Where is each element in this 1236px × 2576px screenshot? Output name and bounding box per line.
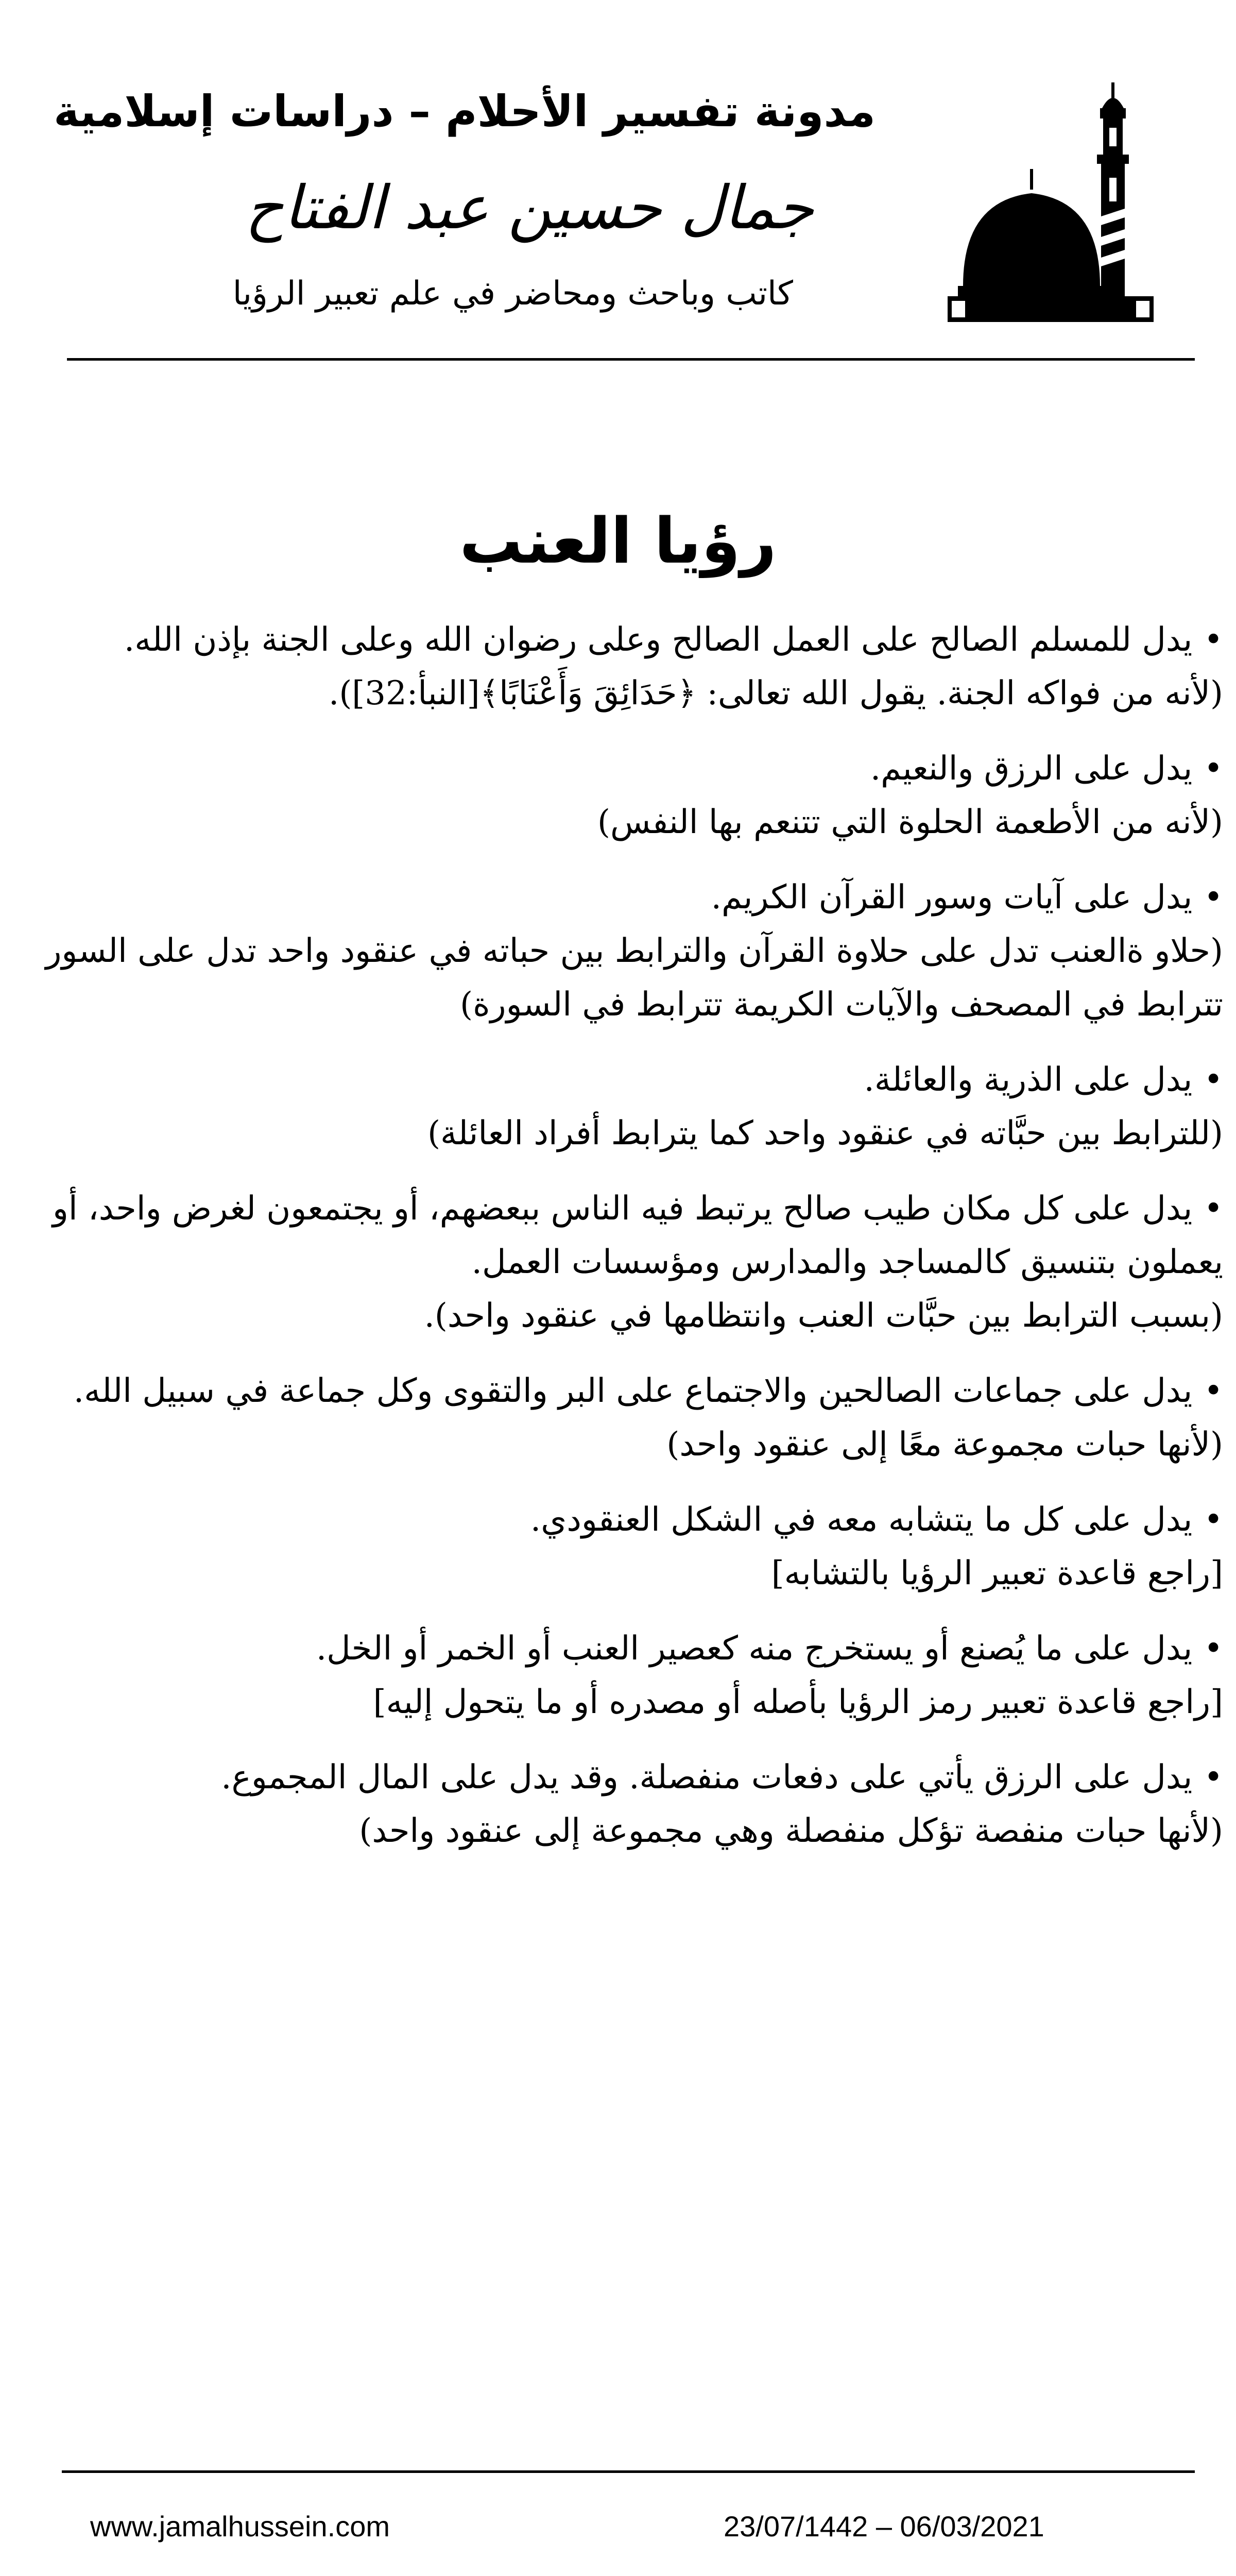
author-role: كاتب وباحث ومحاضر في علم تعبير الرؤيا (232, 275, 793, 313)
interpretation-reason: [راجع قاعدة تعبير رمز الرؤيا بأصله أو مصدره أو ما يتحول إليه] (373, 1683, 1223, 1721)
interpretation-point (15, 1053, 1223, 1107)
page-title: رؤيا العنب (459, 504, 777, 578)
interpretation-text: يدل على ما يُصنع أو يستخرج منه كعصير العنب أو الخمر أو الخل. (316, 1630, 1193, 1668)
interpretation-reason: (حلاو ةالعنب تدل على حلاوة القرآن والترابط بين حباته في عنقود واحد تدل على السور تترابط في المصحف والآيات الكريمة تترابط في السورة) (45, 932, 1223, 1024)
interpretation-text: يدل على كل مكان طيب صالح يرتبط فيه الناس ببعضهم، أو يجتمعون لغرض واحد، أو يعملون بتنسيق كالمساجد والمدارس ومؤسسات العمل. (53, 1190, 1223, 1281)
footer-website[interactable]: www.jamalhussein.com (90, 2510, 390, 2543)
bullet-icon: • (1204, 1061, 1223, 1099)
interpretation-point (15, 613, 1223, 667)
page-header (0, 0, 1236, 371)
bullet-icon: • (1204, 750, 1223, 788)
interpretation-text: يدل على آيات وسور القرآن الكريم. (711, 878, 1193, 917)
mosque-dome-minaret-icon (948, 77, 1164, 325)
interpretation-reason: (بسبب الترابط بين حبَّات العنب وانتظامها في عنقود واحد). (424, 1297, 1223, 1335)
author-name: جمال حسين عبد الفتاح (245, 173, 814, 243)
interpretation-text: يدل للمسلم الصالح على العمل الصالح وعلى رضوان الله وعلى الجنة بإذن الله. (124, 621, 1193, 659)
bullet-icon: • (1204, 621, 1223, 659)
interpretation-item (15, 742, 1223, 849)
interpretation-text: يدل على الذرية والعائلة. (864, 1061, 1193, 1099)
interpretation-reason: (لأنه من الأطعمة الحلوة التي تتنعم بها النفس) (597, 803, 1223, 841)
interpretation-item (15, 1364, 1223, 1471)
header-divider (67, 358, 1195, 361)
interpretation-reason: (للترابط بين حبَّاته في عنقود واحد كما يترابط أفراد العائلة) (427, 1114, 1223, 1153)
blog-title: مدونة تفسير الأحلام – دراسات إسلامية (54, 86, 876, 137)
interpretation-item (15, 1751, 1223, 1858)
bullet-icon: • (1204, 1630, 1223, 1668)
interpretation-reason: (لأنها حبات منفصة تؤكل منفصلة وهي مجموعة إلى عنقود واحد) (359, 1812, 1223, 1850)
interpretation-text: يدل على جماعات الصالحين والاجتماع على البر والتقوى وكل جماعة في سبيل الله. (73, 1372, 1193, 1410)
interpretation-item (15, 871, 1223, 1031)
interpretation-item (15, 1493, 1223, 1600)
interpretation-point (15, 742, 1223, 795)
interpretation-text: يدل على الرزق يأتي على دفعات منفصلة. وقد يدل على المال المجموع. (221, 1758, 1193, 1797)
interpretation-item (15, 1053, 1223, 1160)
interpretation-item (15, 1622, 1223, 1729)
interpretation-item (15, 613, 1223, 720)
interpretation-point (15, 1182, 1223, 1289)
interpretation-item (15, 1182, 1223, 1343)
interpretation-point (15, 1622, 1223, 1675)
bullet-icon: • (1204, 1758, 1223, 1797)
footer-divider (62, 2470, 1195, 2473)
bullet-icon: • (1204, 1190, 1223, 1228)
interpretation-reason: (لأنها حبات مجموعة معًا إلى عنقود واحد) (666, 1426, 1223, 1464)
interpretation-reason: [راجع قاعدة تعبير الرؤيا بالتشابه] (771, 1554, 1223, 1592)
interpretation-text: يدل على كل ما يتشابه معه في الشكل العنقودي. (530, 1501, 1193, 1539)
interpretation-point (15, 871, 1223, 924)
bullet-icon: • (1204, 1501, 1223, 1539)
bullet-icon: • (1204, 878, 1223, 917)
interpretation-point (15, 1751, 1223, 1804)
footer-dates: 23/07/1442 – 06/03/2021 (724, 2510, 1044, 2543)
article-body (15, 613, 1223, 1879)
interpretation-text: يدل على الرزق والنعيم. (870, 750, 1193, 788)
interpretation-reason: (لأنه من فواكه الجنة. يقول الله تعالى: ﴿حَدَائِقَ وَأَعْنَابًا﴾[النبأ:32]). (328, 674, 1223, 713)
bullet-icon: • (1204, 1372, 1223, 1410)
interpretation-point (15, 1364, 1223, 1418)
interpretation-point (15, 1493, 1223, 1547)
